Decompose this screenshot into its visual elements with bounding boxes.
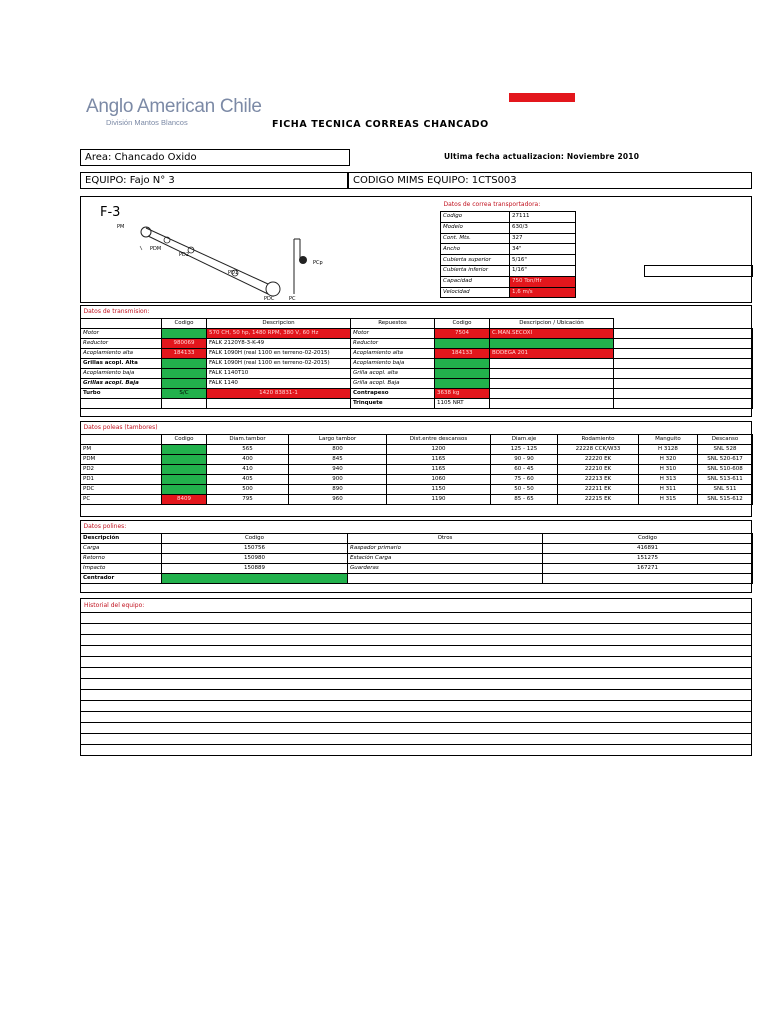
polea-eje: 125 - 125 — [491, 445, 558, 455]
polea-descanso: SNL 528 — [698, 445, 753, 455]
transmision-row — [81, 359, 753, 369]
polea-eje: 60 - 45 — [491, 465, 558, 475]
polea-manguito: H 313 — [639, 475, 698, 485]
repuesto-label: Acoplamiento alta — [351, 349, 435, 359]
belt-extra — [645, 244, 753, 255]
transmision-label: Grillas acopl. Baja — [81, 379, 162, 389]
equipo-field: EQUIPO: Fajo N° 3 — [80, 172, 348, 189]
poleas-header-row — [81, 435, 753, 445]
polin-label: Impacto — [81, 564, 162, 574]
transmision-label — [81, 399, 162, 409]
transmision-label: Motor — [81, 329, 162, 339]
polea-label: PM — [81, 445, 162, 455]
polea-codigo: 8409 — [162, 495, 207, 505]
company-division: División Mantos Blancos — [106, 118, 188, 127]
page-title: FICHA TECNICA CORREAS CHANCADO — [272, 119, 489, 130]
belt-title: Datos de correa transportadora: — [443, 201, 541, 208]
repuesto-label: Contrapeso — [351, 389, 435, 399]
polea-dist: 1165 — [387, 455, 491, 465]
historial-row — [81, 712, 752, 723]
column-header: Descripcion / Ubicación — [490, 319, 614, 329]
belt-spacer — [576, 287, 645, 298]
polea-rodamiento: 22220 EK — [558, 455, 639, 465]
belt-extra — [645, 233, 753, 244]
polea-largo: 845 — [289, 455, 387, 465]
label-pd1: PD1 — [228, 270, 239, 276]
polin-otro: Estación Carga — [348, 554, 543, 564]
pulley-pc — [266, 282, 280, 296]
polea-descanso: SNL 520-617 — [698, 455, 753, 465]
repuesto-ubicacion — [490, 369, 614, 379]
belt-label: Velocidad — [441, 287, 510, 298]
repuesto-codigo — [435, 379, 490, 389]
polea-row — [81, 485, 753, 495]
polea-largo: 800 — [289, 445, 387, 455]
historial-row — [81, 635, 752, 646]
label-pm: PM — [117, 224, 125, 230]
polea-descanso: SNL 510-608 — [698, 465, 753, 475]
column-header: Descripcion — [207, 319, 351, 329]
historial-row — [81, 624, 752, 635]
transmision-row — [81, 389, 753, 399]
repuesto-codigo: 1105 NRT — [435, 399, 490, 409]
belt-value: 34" — [510, 244, 576, 255]
transmision-label: Grillas acopl. Alta — [81, 359, 162, 369]
transmision-codigo: 980069 — [162, 339, 207, 349]
transmision-row — [81, 369, 753, 379]
polea-dist: 1190 — [387, 495, 491, 505]
polea-manguito: H 320 — [639, 455, 698, 465]
transmision-descripcion: FALK 1090H (real 1100 en terreno-02-2015) — [207, 349, 351, 359]
polea-manguito: H 311 — [639, 485, 698, 495]
label-pc: PC — [289, 296, 296, 302]
spacer-cell — [614, 379, 753, 389]
polea-row — [81, 495, 753, 505]
pulley-pcp — [299, 256, 307, 264]
column-header: Rodamiento — [558, 435, 639, 445]
polin-otro: Guarderas — [348, 564, 543, 574]
spacer-cell — [614, 359, 753, 369]
belt-value: 1,6 m/s — [510, 287, 576, 298]
polea-manguito: H 310 — [639, 465, 698, 475]
transmision-codigo — [162, 379, 207, 389]
repuesto-codigo: 7504 — [435, 329, 490, 339]
historial-row — [81, 613, 752, 624]
belt-spacer — [576, 212, 645, 223]
polea-codigo — [162, 455, 207, 465]
repuesto-codigo: 3638 kg — [435, 389, 490, 399]
transmision-descripcion: 570 CH, 50 hp, 1480 RPM, 380 V, 60 Hz — [207, 329, 351, 339]
transmision-label: Reductor — [81, 339, 162, 349]
belt-extra — [645, 212, 753, 223]
repuesto-label: Grilla acopl. alta — [351, 369, 435, 379]
polea-descanso: SNL 511 — [698, 485, 753, 495]
repuesto-ubicacion — [490, 399, 614, 409]
transmision-descripcion: FALK 1140 — [207, 379, 351, 389]
polea-row — [81, 465, 753, 475]
belt-value: 5/16" — [510, 255, 576, 266]
label-pcp: PCp — [313, 260, 323, 266]
historial-cell — [81, 690, 752, 701]
label-pdm: PDM — [150, 246, 162, 252]
polin-codigo: 150756 — [162, 544, 348, 554]
column-header: Largo tambor — [289, 435, 387, 445]
polin-codigo: 150980 — [162, 554, 348, 564]
repuesto-ubicacion — [490, 379, 614, 389]
historial-cell — [81, 701, 752, 712]
polea-codigo — [162, 475, 207, 485]
company-logo-name: Anglo American Chile — [86, 96, 262, 117]
polea-diam: 410 — [207, 465, 289, 475]
belt-extra — [645, 265, 753, 276]
polea-label: PDC — [81, 485, 162, 495]
column-header: Descripción — [81, 534, 162, 544]
polin-otro: Raspador primario — [348, 544, 543, 554]
transmision-codigo: S/C — [162, 389, 207, 399]
historial-title: Historial del equipo: — [81, 599, 752, 613]
polin-codigo2: 167271 — [543, 564, 753, 574]
column-header: Otros — [348, 534, 543, 544]
transmision-label: Turbo — [81, 389, 162, 399]
belt-label: Cubierta inferior — [441, 265, 510, 276]
label-pd2: PD2 — [179, 252, 190, 258]
polea-codigo — [162, 465, 207, 475]
transmision-title: Datos de transmision: — [83, 308, 150, 315]
historial-row — [81, 657, 752, 668]
historial-cell — [81, 635, 752, 646]
column-header: Manguito — [639, 435, 698, 445]
polea-diam: 500 — [207, 485, 289, 495]
polin-codigo — [162, 574, 348, 584]
belt-row — [441, 255, 753, 266]
polea-descanso: SNL 515-612 — [698, 495, 753, 505]
column-header — [81, 319, 162, 329]
label-pdc: PDC — [264, 296, 275, 302]
belt-spacer — [576, 255, 645, 266]
historial-row — [81, 646, 752, 657]
diagram-name: F-3 — [100, 205, 121, 220]
spacer-cell — [614, 399, 753, 409]
polines-table — [80, 520, 753, 584]
belt-label: Capacidad — [441, 276, 510, 287]
column-header: Codigo — [435, 319, 490, 329]
historial-row — [81, 723, 752, 734]
belt-value: 630/3 — [510, 222, 576, 233]
polea-largo: 900 — [289, 475, 387, 485]
belt-label: Modelo — [441, 222, 510, 233]
polea-descanso: SNL 513-611 — [698, 475, 753, 485]
polea-rodamiento: 22211 EK — [558, 485, 639, 495]
historial-row — [81, 690, 752, 701]
polea-eje: 50 - 50 — [491, 485, 558, 495]
polin-label: Carga — [81, 544, 162, 554]
belt-value: 27111 — [510, 212, 576, 223]
historial-cell — [81, 668, 752, 679]
historial-cell — [81, 624, 752, 635]
historial-cell — [81, 679, 752, 690]
belt-row — [441, 212, 753, 223]
repuesto-codigo — [435, 339, 490, 349]
column-header: Diam.tambor — [207, 435, 289, 445]
historial-row — [81, 679, 752, 690]
polin-row — [81, 544, 753, 554]
repuesto-label: Grilla acopl. Baja — [351, 379, 435, 389]
column-header: Codigo — [543, 534, 753, 544]
transmision-row — [81, 399, 753, 409]
polin-label: Retorno — [81, 554, 162, 564]
polea-row — [81, 455, 753, 465]
repuesto-ubicacion: C.MAN.SECOXI — [490, 329, 614, 339]
repuesto-ubicacion — [490, 359, 614, 369]
transmision-label: Acoplamiento alta — [81, 349, 162, 359]
transmision-descripcion: FALK 1090H (real 1100 en terreno-02-2015) — [207, 359, 351, 369]
polea-codigo — [162, 485, 207, 495]
historial-cell — [81, 734, 752, 745]
belt-data-table — [440, 198, 753, 298]
historial-table — [80, 598, 752, 756]
polea-row — [81, 475, 753, 485]
transmision-row — [81, 329, 753, 339]
repuesto-ubicacion — [490, 339, 614, 349]
polin-row — [81, 574, 753, 584]
historial-row — [81, 745, 752, 756]
belt-spacer — [576, 244, 645, 255]
polin-codigo2 — [543, 574, 753, 584]
historial-row — [81, 668, 752, 679]
polea-eje: 90 - 90 — [491, 455, 558, 465]
belt-value: 1/16" — [510, 265, 576, 276]
polea-label: PD2 — [81, 465, 162, 475]
historial-cell — [81, 723, 752, 734]
polea-manguito: H 315 — [639, 495, 698, 505]
repuesto-codigo — [435, 359, 490, 369]
transmision-table — [80, 305, 753, 409]
polea-rodamiento: 22210 EK — [558, 465, 639, 475]
polea-diam: 795 — [207, 495, 289, 505]
spacer-cell — [614, 339, 753, 349]
column-header: Diam.eje — [491, 435, 558, 445]
polea-label: PDM — [81, 455, 162, 465]
spacer-cell — [614, 329, 753, 339]
belt-spacer — [576, 276, 645, 287]
belt-spacer — [576, 265, 645, 276]
repuesto-label: Acoplamiento baja — [351, 359, 435, 369]
polea-label: PC — [81, 495, 162, 505]
transmision-codigo — [162, 369, 207, 379]
polea-largo: 890 — [289, 485, 387, 495]
transmision-codigo — [162, 329, 207, 339]
belt-row — [441, 222, 753, 233]
polea-dist: 1060 — [387, 475, 491, 485]
polea-label: PD1 — [81, 475, 162, 485]
polea-dist: 1150 — [387, 485, 491, 495]
poleas-title: Datos poleas (tambores) — [83, 424, 158, 431]
poleas-table — [80, 421, 753, 505]
transmision-descripcion — [207, 399, 351, 409]
polea-diam: 565 — [207, 445, 289, 455]
polea-largo: 940 — [289, 465, 387, 475]
polin-codigo2: 416891 — [543, 544, 753, 554]
column-header — [81, 435, 162, 445]
historial-cell — [81, 712, 752, 723]
polea-largo: 960 — [289, 495, 387, 505]
belt-row — [441, 233, 753, 244]
belt-label: Cont. Mts. — [441, 233, 510, 244]
red-bar — [509, 93, 575, 102]
repuesto-ubicacion — [490, 389, 614, 399]
spacer-cell — [614, 349, 753, 359]
historial-row — [81, 734, 752, 745]
polea-eje: 85 - 65 — [491, 495, 558, 505]
polin-codigo: 150889 — [162, 564, 348, 574]
repuesto-codigo: 184133 — [435, 349, 490, 359]
belt-label: Codigo — [441, 212, 510, 223]
belt-label: Cubierta superior — [441, 255, 510, 266]
belt-label: Ancho — [441, 244, 510, 255]
transmision-codigo — [162, 359, 207, 369]
transmision-codigo: 184133 — [162, 349, 207, 359]
polines-header-row — [81, 534, 753, 544]
belt-spacer — [576, 233, 645, 244]
repuesto-codigo — [435, 369, 490, 379]
polin-label: Centrador — [81, 574, 162, 584]
historial-cell — [81, 745, 752, 756]
spacer-cell — [614, 389, 753, 399]
belt-diagram — [82, 198, 434, 302]
polea-manguito: H 3128 — [639, 445, 698, 455]
belt-extra — [645, 255, 753, 266]
repuesto-label: Trinquete — [351, 399, 435, 409]
polea-dist: 1200 — [387, 445, 491, 455]
belt-spacer — [576, 222, 645, 233]
belt-row — [441, 287, 753, 298]
transmision-codigo — [162, 399, 207, 409]
update-date: Ultima fecha actualizacion: Noviembre 2010 — [444, 152, 640, 161]
transmision-label: Acoplamiento baja — [81, 369, 162, 379]
column-header: Codigo — [162, 435, 207, 445]
polea-rodamiento: 22213 EK — [558, 475, 639, 485]
column-header: Codigo — [162, 319, 207, 329]
transmision-header-row — [81, 319, 753, 329]
spacer-cell — [614, 369, 753, 379]
belt-row — [441, 265, 753, 276]
belt-extra — [645, 222, 753, 233]
polea-row — [81, 445, 753, 455]
belt-value: 327 — [510, 233, 576, 244]
transmision-descripcion: FALK 1140T10 — [207, 369, 351, 379]
historial-cell — [81, 613, 752, 624]
transmision-row — [81, 379, 753, 389]
polea-rodamiento: 22228 CCK/W33 — [558, 445, 639, 455]
belt-row — [441, 244, 753, 255]
area-field: Area: Chancado Oxido — [80, 149, 350, 166]
column-header: Dist.entre descansos — [387, 435, 491, 445]
transmision-row — [81, 349, 753, 359]
polea-diam: 405 — [207, 475, 289, 485]
belt-extra — [645, 287, 753, 298]
polea-eje: 75 - 60 — [491, 475, 558, 485]
column-header: Descanso — [698, 435, 753, 445]
repuesto-label: Motor — [351, 329, 435, 339]
mims-code-field: CODIGO MIMS EQUIPO: 1CTS003 — [348, 172, 752, 189]
transmision-descripcion: 1420 83831-1 — [207, 389, 351, 399]
transmision-descripcion: FALK 2120Y8-3-K-49 — [207, 339, 351, 349]
column-header: Repuestos — [351, 319, 435, 329]
polin-codigo2: 151275 — [543, 554, 753, 564]
polea-dist: 1165 — [387, 465, 491, 475]
polines-title: Datos polines: — [83, 523, 127, 530]
belt-extra — [645, 276, 753, 287]
repuesto-ubicacion: BODEGA 201 — [490, 349, 614, 359]
belt-row — [441, 276, 753, 287]
polin-row — [81, 564, 753, 574]
polea-rodamiento: 22215 EK — [558, 495, 639, 505]
historial-cell — [81, 657, 752, 668]
transmision-row — [81, 339, 753, 349]
polea-diam: 400 — [207, 455, 289, 465]
column-header: Codigo — [162, 534, 348, 544]
repuesto-label: Reductor — [351, 339, 435, 349]
polin-row — [81, 554, 753, 564]
polin-otro — [348, 574, 543, 584]
belt-value: 750 Ton/Hr — [510, 276, 576, 287]
historial-cell — [81, 646, 752, 657]
polea-codigo — [162, 445, 207, 455]
historial-row — [81, 701, 752, 712]
